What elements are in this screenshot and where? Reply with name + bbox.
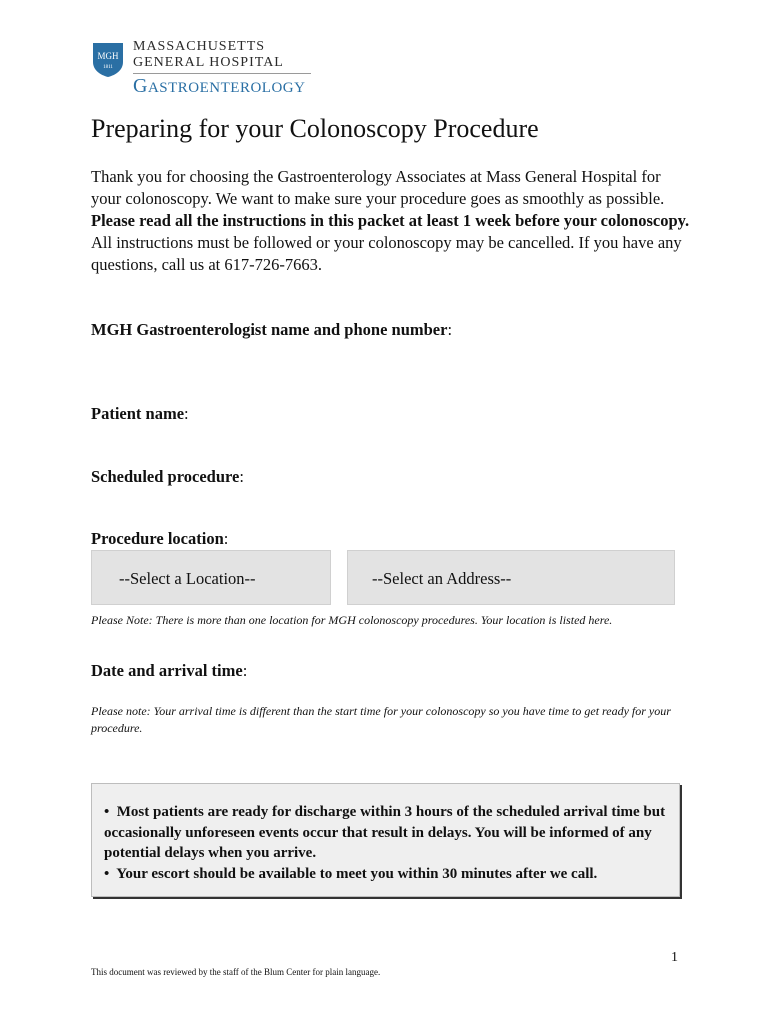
location-select[interactable]: --Select a Location-- — [91, 550, 331, 605]
shield-subtext: 1811 — [103, 65, 113, 70]
intro-paragraph — [91, 166, 691, 276]
patient-name-label: Patient name: — [91, 404, 189, 423]
logo-divider — [133, 73, 311, 74]
procedure-location-label: Procedure location: — [91, 529, 229, 548]
discharge-callout — [91, 783, 680, 897]
logo-line-1: MASSACHUSETTS — [133, 39, 266, 54]
address-select[interactable]: --Select an Address-- — [347, 550, 675, 605]
callout-item-2: • Your escort should be available to meet you within 30 minutes after we call. — [104, 865, 598, 882]
gastroenterologist-label: MGH Gastroenterologist name and phone number: — [91, 320, 453, 339]
location-note: Please Note: There is more than one location for MGH colonoscopy procedures. Your location is listed here. — [91, 613, 613, 627]
logo-line-2: GENERAL HOSPITAL — [133, 55, 284, 70]
mgh-shield-logo — [92, 42, 124, 78]
date-arrival-label: Date and arrival time: — [91, 661, 248, 680]
logo-department-rest: ASTROENTEROLOGY — [147, 80, 306, 96]
shield-text: MGH — [97, 51, 119, 61]
page-number: 1 — [671, 950, 678, 965]
arrival-note: Please note: Your arrival time is different than the start time for your colonoscopy so you have time to get ready for your procedure. — [91, 704, 671, 735]
logo-department — [133, 77, 305, 97]
callout-item-1: • Most patients are ready for discharge within 3 hours of the scheduled arrival time but occasionally unforeseen events occur that result in delays. You will be informed of any potential delays when you arrive. — [104, 804, 666, 861]
intro-text-1: Thank you for choosing the Gastroenterology Associates at Mass General Hospital for your colonoscopy. We want to make sure your procedure goes as smoothly as possible. — [91, 167, 665, 208]
logo-department-initial: G — [133, 75, 148, 97]
page-title: Preparing for your Colonoscopy Procedure — [91, 114, 539, 143]
intro-bold-text: Please read all the instructions in this packet at least 1 week before your colonoscopy. — [91, 211, 690, 230]
scheduled-procedure-label: Scheduled procedure: — [91, 467, 244, 486]
intro-text-2: All instructions must be followed or your colonoscopy may be cancelled. If you have any questions, call us at 617-726-7663. — [91, 233, 682, 274]
footer-note: This document was reviewed by the staff of the Blum Center for plain language. — [91, 967, 381, 977]
